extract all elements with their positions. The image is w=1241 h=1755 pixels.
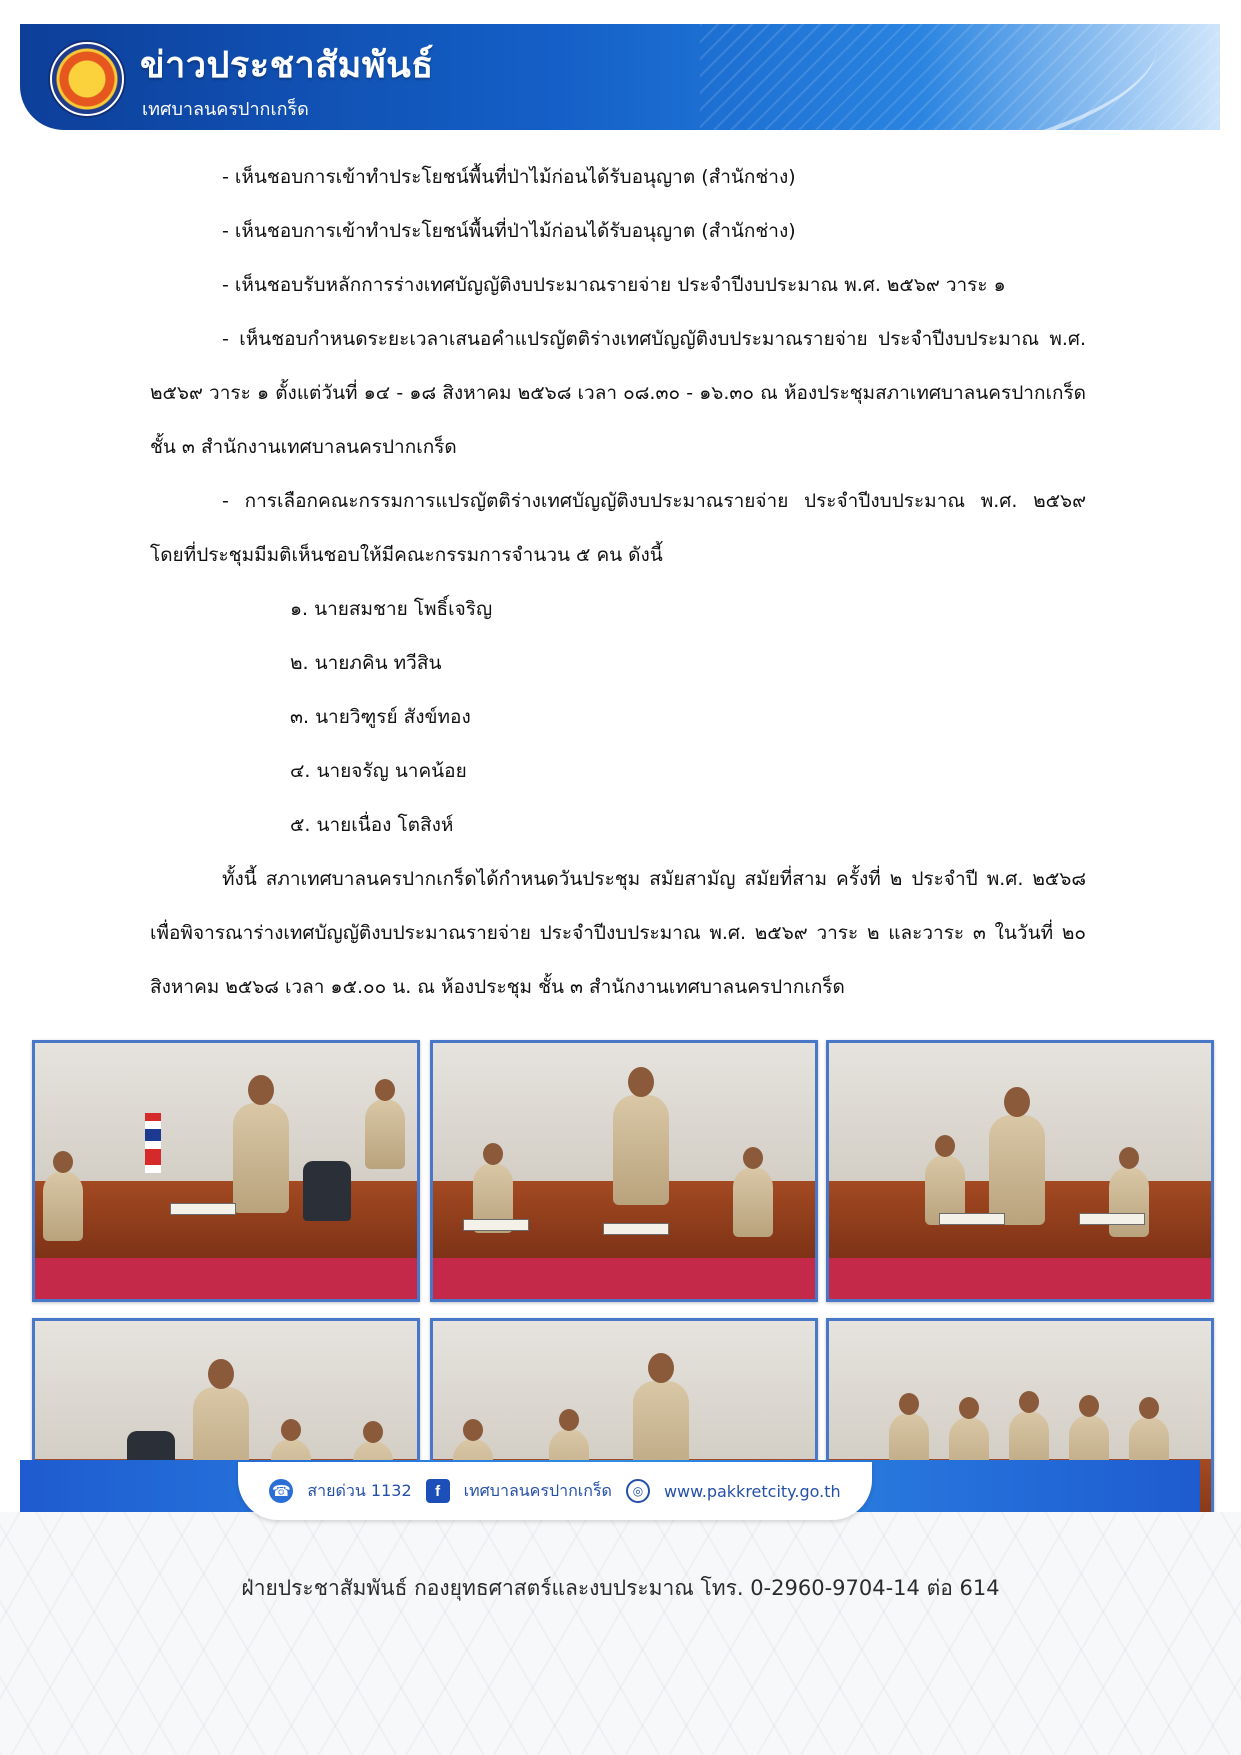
footer-pattern xyxy=(0,1512,1241,1755)
municipality-seal-logo xyxy=(50,42,124,116)
globe-icon: ◎ xyxy=(626,1479,650,1503)
list-item: ๓. นายวิฑูรย์ สังข์ทอง xyxy=(290,706,471,728)
list-item: ๒. นายภคิน ทวีสิน xyxy=(290,652,442,674)
paragraph: - เห็นชอบกำหนดระยะเวลาเสนอคำแปรญัตติร่างเทศบัญญัติงบประมาณรายจ่าย ประจำปีงบประมาณ พ.ศ. ๒๕๖๙ วาระ ๑ ตั้งแต่วันที่ ๑๔ - ๑๘ สิงหาคม ๒๕๖๘ เวลา ๐๘.๓๐ - ๑๖.๓๐ ณ ห้องประชุมสภาเทศบาลนครปากเกร็ด ชั้น ๓ สำนักงานเทศบาลนครปากเกร็ด xyxy=(150,328,1086,458)
meeting-photo-1 xyxy=(32,1040,420,1302)
header-title: ข่าวประชาสัมพันธ์ xyxy=(140,45,434,86)
paragraph: - การเลือกคณะกรรมการแปรญัตติร่างเทศบัญญัติงบประมาณรายจ่าย ประจำปีงบประมาณ พ.ศ. ๒๕๖๙ โดยที่ประชุมมีมติเห็นชอบให้มีคณะกรรมการจำนวน ๕ คน ดังนี้ xyxy=(150,490,1086,566)
footer-contact-strip xyxy=(238,1462,872,1520)
closing-paragraph: ทั้งนี้ สภาเทศบาลนครปากเกร็ดได้กำหนดวันประชุม สมัยสามัญ สมัยที่สาม ครั้งที่ ๒ ประจำปี พ.ศ. ๒๕๖๘ เพื่อพิจารณาร่างเทศบัญญัติงบประมาณรายจ่าย ประจำปีงบประมาณ พ.ศ. ๒๕๖๙ วาระ ๒ และวาระ ๓ ในวันที่ ๒๐ สิงหาคม ๒๕๖๘ เวลา ๑๕.๐๐ น. ณ ห้องประชุม ชั้น ๓ สำนักงานเทศบาลนครปากเกร็ด xyxy=(150,868,1086,998)
paragraph: - เห็นชอบรับหลักการร่างเทศบัญญัติงบประมาณรายจ่าย ประจำปีงบประมาณ พ.ศ. ๒๕๖๙ วาระ ๑ xyxy=(222,274,1006,296)
paragraph: - เห็นชอบการเข้าทำประโยชน์พื้นที่ป่าไม้ก่อนได้รับอนุญาต (สำนักช่าง) xyxy=(222,220,796,242)
footer-department: ฝ่ายประชาสัมพันธ์ กองยุทธศาสตร์และงบประมาณ โทร. 0-2960-9704-14 ต่อ 614 xyxy=(241,1576,1000,1600)
header-subtitle: เทศบาลนครปากเกร็ด xyxy=(142,99,309,120)
header-banner xyxy=(20,24,1220,130)
news-body xyxy=(150,150,1086,1014)
meeting-photo-3 xyxy=(826,1040,1214,1302)
website-link[interactable]: www.pakkretcity.go.th xyxy=(663,1481,841,1501)
committee-list xyxy=(150,582,1086,852)
banner-swoosh xyxy=(633,24,1168,130)
hotline-text: สายด่วน 1132 xyxy=(307,1480,412,1500)
list-item: ๕. นายเนื่อง โตสิงห์ xyxy=(290,814,454,836)
list-item: ๔. นายจรัญ นาคน้อย xyxy=(290,760,467,782)
facebook-icon: f xyxy=(426,1479,450,1503)
paragraph: - เห็นชอบการเข้าทำประโยชน์พื้นที่ป่าไม้ก่อนได้รับอนุญาต (สำนักช่าง) xyxy=(222,166,796,188)
meeting-photo-2 xyxy=(430,1040,818,1302)
phone-icon: ☎ xyxy=(269,1479,293,1503)
facebook-text: เทศบาลนครปากเกร็ด xyxy=(463,1480,612,1500)
list-item: ๑. นายสมชาย โพธิ์เจริญ xyxy=(290,598,493,620)
